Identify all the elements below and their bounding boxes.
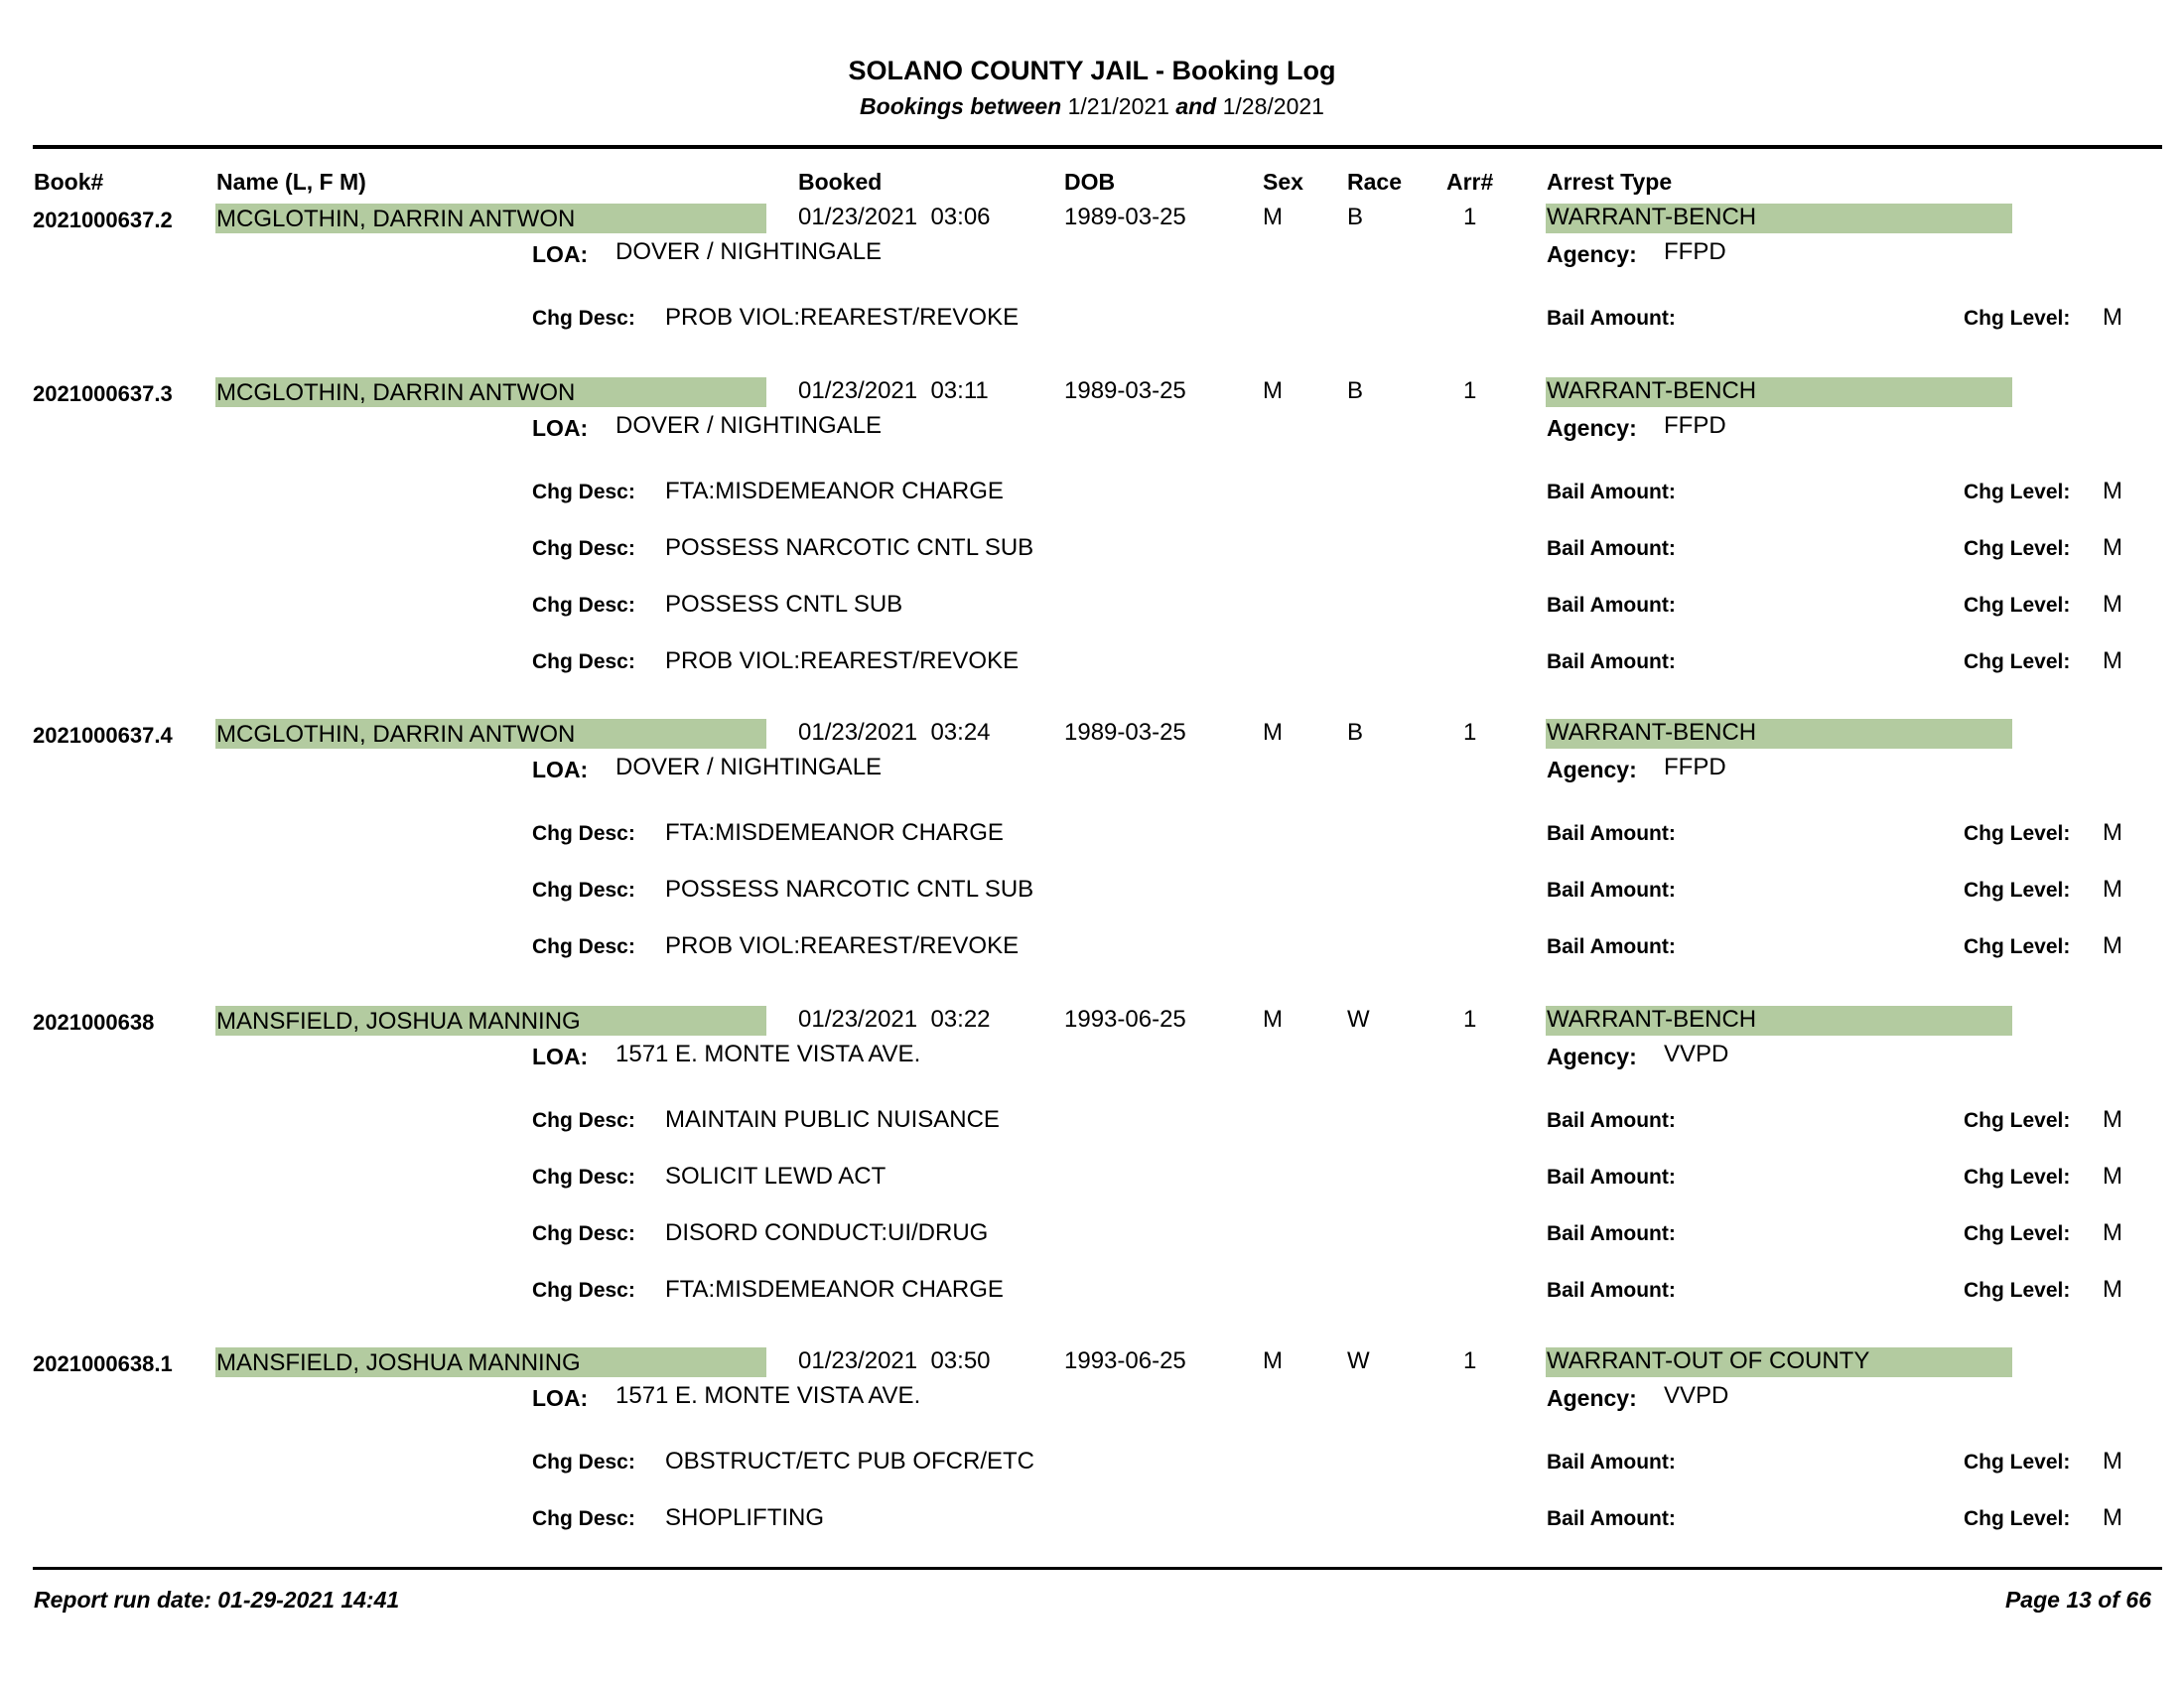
bail-amount-label: Bail Amount:	[1547, 1279, 1676, 1302]
sex-value: M	[1263, 1347, 1283, 1374]
arrest-number: 1	[1463, 1006, 1477, 1033]
charge-level: M	[2103, 876, 2122, 903]
charge-level-label: Chg Level:	[1964, 537, 2071, 560]
arrest-number: 1	[1463, 204, 1477, 230]
agency-label: Agency:	[1547, 241, 1637, 267]
report-run-date: Report run date: 01-29-2021 14:41	[34, 1587, 400, 1613]
charge-level: M	[2103, 647, 2122, 674]
column-header-arrest-type: Arrest Type	[1547, 169, 1673, 195]
loa-value: 1571 E. MONTE VISTA AVE.	[615, 1382, 921, 1409]
arrest-number: 1	[1463, 719, 1477, 746]
book-number: 2021000637.3	[33, 381, 173, 406]
race-value: B	[1347, 377, 1364, 404]
charge-level-label: Chg Level:	[1964, 879, 2071, 902]
booked-datetime: 01/23/2021 03:50	[798, 1347, 991, 1374]
column-header-booked: Booked	[798, 169, 883, 195]
loa-value: DOVER / NIGHTINGALE	[615, 238, 883, 265]
bail-amount-label: Bail Amount:	[1547, 935, 1676, 958]
charge-desc-label: Chg Desc:	[532, 1451, 635, 1474]
column-header-name: Name (L, F M)	[216, 169, 366, 195]
bail-amount-label: Bail Amount:	[1547, 1451, 1676, 1474]
date-of-birth: 1989-03-25	[1064, 204, 1186, 230]
charge-desc-label: Chg Desc:	[532, 1279, 635, 1302]
charge-level-label: Chg Level:	[1964, 1222, 2071, 1245]
charge-level: M	[2103, 591, 2122, 618]
race-value: W	[1347, 1006, 1370, 1033]
arrest-type: WARRANT-BENCH	[1547, 377, 1757, 404]
book-number: 2021000638.1	[33, 1351, 173, 1376]
charge-desc-label: Chg Desc:	[532, 307, 635, 330]
report-subtitle	[0, 93, 2184, 120]
charge-description: PROB VIOL:REAREST/REVOKE	[665, 304, 1020, 331]
bail-amount-label: Bail Amount:	[1547, 307, 1676, 330]
arrest-number: 1	[1463, 377, 1477, 404]
agency-label: Agency:	[1547, 415, 1637, 441]
charge-level-label: Chg Level:	[1964, 1279, 2071, 1302]
sex-value: M	[1263, 719, 1283, 746]
bail-amount-label: Bail Amount:	[1547, 1166, 1676, 1189]
charge-description: OBSTRUCT/ETC PUB OFCR/ETC	[665, 1448, 1035, 1475]
charge-level: M	[2103, 1448, 2122, 1475]
agency-label: Agency:	[1547, 1044, 1637, 1069]
arrest-type: WARRANT-OUT OF COUNTY	[1547, 1347, 1870, 1374]
charge-description: FTA:MISDEMEANOR CHARGE	[665, 819, 1004, 846]
charge-level-label: Chg Level:	[1964, 481, 2071, 503]
column-header-sex: Sex	[1263, 169, 1303, 195]
agency-label: Agency:	[1547, 1385, 1637, 1411]
agency-value: FFPD	[1664, 238, 1726, 265]
bail-amount-label: Bail Amount:	[1547, 1109, 1676, 1132]
agency-label: Agency:	[1547, 757, 1637, 782]
inmate-name: MCGLOTHIN, DARRIN ANTWON	[216, 206, 576, 232]
subtitle-prefix: Bookings between	[860, 93, 1062, 119]
charge-description: PROB VIOL:REAREST/REVOKE	[665, 647, 1020, 674]
bail-amount-label: Bail Amount:	[1547, 481, 1676, 503]
charge-description: POSSESS NARCOTIC CNTL SUB	[665, 534, 1034, 561]
arrest-type: WARRANT-BENCH	[1547, 204, 1757, 230]
charge-level: M	[2103, 1504, 2122, 1531]
charge-desc-label: Chg Desc:	[532, 650, 635, 673]
charge-level-label: Chg Level:	[1964, 935, 2071, 958]
agency-value: FFPD	[1664, 412, 1726, 439]
charge-desc-label: Chg Desc:	[532, 537, 635, 560]
charge-description: POSSESS CNTL SUB	[665, 591, 903, 618]
page-number: Page 13 of 66	[2004, 1587, 2151, 1613]
charge-level-label: Chg Level:	[1964, 1166, 2071, 1189]
charge-level: M	[2103, 1276, 2122, 1303]
race-value: W	[1347, 1347, 1370, 1374]
booked-datetime: 01/23/2021 03:06	[798, 204, 991, 230]
charge-level-label: Chg Level:	[1964, 650, 2071, 673]
agency-value: VVPD	[1664, 1382, 1729, 1409]
race-value: B	[1347, 204, 1364, 230]
loa-value: DOVER / NIGHTINGALE	[615, 412, 883, 439]
charge-desc-label: Chg Desc:	[532, 1507, 635, 1530]
loa-label: LOA:	[532, 415, 589, 441]
loa-label: LOA:	[532, 1385, 589, 1411]
inmate-name: MANSFIELD, JOSHUA MANNING	[216, 1008, 581, 1035]
loa-label: LOA:	[532, 1044, 589, 1069]
agency-value: FFPD	[1664, 754, 1726, 780]
charge-description: FTA:MISDEMEANOR CHARGE	[665, 478, 1004, 504]
charge-level: M	[2103, 819, 2122, 846]
date-of-birth: 1993-06-25	[1064, 1006, 1186, 1033]
agency-value: VVPD	[1664, 1041, 1729, 1067]
subtitle-and: and	[1175, 93, 1217, 119]
bail-amount-label: Bail Amount:	[1547, 537, 1676, 560]
arrest-number: 1	[1463, 1347, 1477, 1374]
end-date: 1/28/2021	[1222, 93, 1324, 119]
booked-datetime: 01/23/2021 03:24	[798, 719, 991, 746]
date-of-birth: 1989-03-25	[1064, 377, 1186, 404]
bail-amount-label: Bail Amount:	[1547, 594, 1676, 617]
booked-datetime: 01/23/2021 03:22	[798, 1006, 991, 1033]
charge-level: M	[2103, 304, 2122, 331]
charge-level: M	[2103, 534, 2122, 561]
charge-level: M	[2103, 1163, 2122, 1190]
charge-level: M	[2103, 1219, 2122, 1246]
bail-amount-label: Bail Amount:	[1547, 1222, 1676, 1245]
charge-description: PROB VIOL:REAREST/REVOKE	[665, 932, 1020, 959]
charge-desc-label: Chg Desc:	[532, 879, 635, 902]
inmate-name: MANSFIELD, JOSHUA MANNING	[216, 1349, 581, 1376]
loa-label: LOA:	[532, 757, 589, 782]
column-header-arr: Arr#	[1446, 169, 1494, 195]
report-title: SOLANO COUNTY JAIL - Booking Log	[848, 56, 1336, 85]
inmate-name: MCGLOTHIN, DARRIN ANTWON	[216, 721, 576, 748]
charge-desc-label: Chg Desc:	[532, 822, 635, 845]
sex-value: M	[1263, 1006, 1283, 1033]
header-rule	[33, 145, 2162, 149]
charge-description: DISORD CONDUCT:UI/DRUG	[665, 1219, 989, 1246]
bail-amount-label: Bail Amount:	[1547, 822, 1676, 845]
charge-level-label: Chg Level:	[1964, 822, 2071, 845]
bail-amount-label: Bail Amount:	[1547, 879, 1676, 902]
charge-level: M	[2103, 1106, 2122, 1133]
book-number: 2021000637.4	[33, 723, 173, 748]
column-header-race: Race	[1347, 169, 1402, 195]
bail-amount-label: Bail Amount:	[1547, 650, 1676, 673]
column-header-dob: DOB	[1064, 169, 1116, 195]
book-number: 2021000638	[33, 1010, 155, 1035]
charge-description: SHOPLIFTING	[665, 1504, 825, 1531]
arrest-type: WARRANT-BENCH	[1547, 719, 1757, 746]
charge-desc-label: Chg Desc:	[532, 1166, 635, 1189]
race-value: B	[1347, 719, 1364, 746]
charge-desc-label: Chg Desc:	[532, 1222, 635, 1245]
charge-level-label: Chg Level:	[1964, 1507, 2071, 1530]
charge-description: SOLICIT LEWD ACT	[665, 1163, 887, 1190]
charge-level-label: Chg Level:	[1964, 1451, 2071, 1474]
inmate-name: MCGLOTHIN, DARRIN ANTWON	[216, 379, 576, 406]
charge-level-label: Chg Level:	[1964, 1109, 2071, 1132]
charge-level: M	[2103, 478, 2122, 504]
footer-rule	[33, 1567, 2162, 1570]
booked-datetime: 01/23/2021 03:11	[798, 377, 989, 404]
charge-level-label: Chg Level:	[1964, 307, 2071, 330]
book-number: 2021000637.2	[33, 208, 173, 232]
charge-description: MAINTAIN PUBLIC NUISANCE	[665, 1106, 1000, 1133]
loa-label: LOA:	[532, 241, 589, 267]
bail-amount-label: Bail Amount:	[1547, 1507, 1676, 1530]
charge-description: FTA:MISDEMEANOR CHARGE	[665, 1276, 1004, 1303]
charge-level-label: Chg Level:	[1964, 594, 2071, 617]
loa-value: DOVER / NIGHTINGALE	[615, 754, 883, 780]
sex-value: M	[1263, 204, 1283, 230]
charge-desc-label: Chg Desc:	[532, 594, 635, 617]
sex-value: M	[1263, 377, 1283, 404]
start-date: 1/21/2021	[1067, 93, 1169, 119]
charge-desc-label: Chg Desc:	[532, 481, 635, 503]
column-header-book: Book#	[34, 169, 104, 195]
loa-value: 1571 E. MONTE VISTA AVE.	[615, 1041, 921, 1067]
date-of-birth: 1993-06-25	[1064, 1347, 1186, 1374]
charge-desc-label: Chg Desc:	[532, 1109, 635, 1132]
charge-level: M	[2103, 932, 2122, 959]
charge-desc-label: Chg Desc:	[532, 935, 635, 958]
charge-description: POSSESS NARCOTIC CNTL SUB	[665, 876, 1034, 903]
date-of-birth: 1989-03-25	[1064, 719, 1186, 746]
arrest-type: WARRANT-BENCH	[1547, 1006, 1757, 1033]
